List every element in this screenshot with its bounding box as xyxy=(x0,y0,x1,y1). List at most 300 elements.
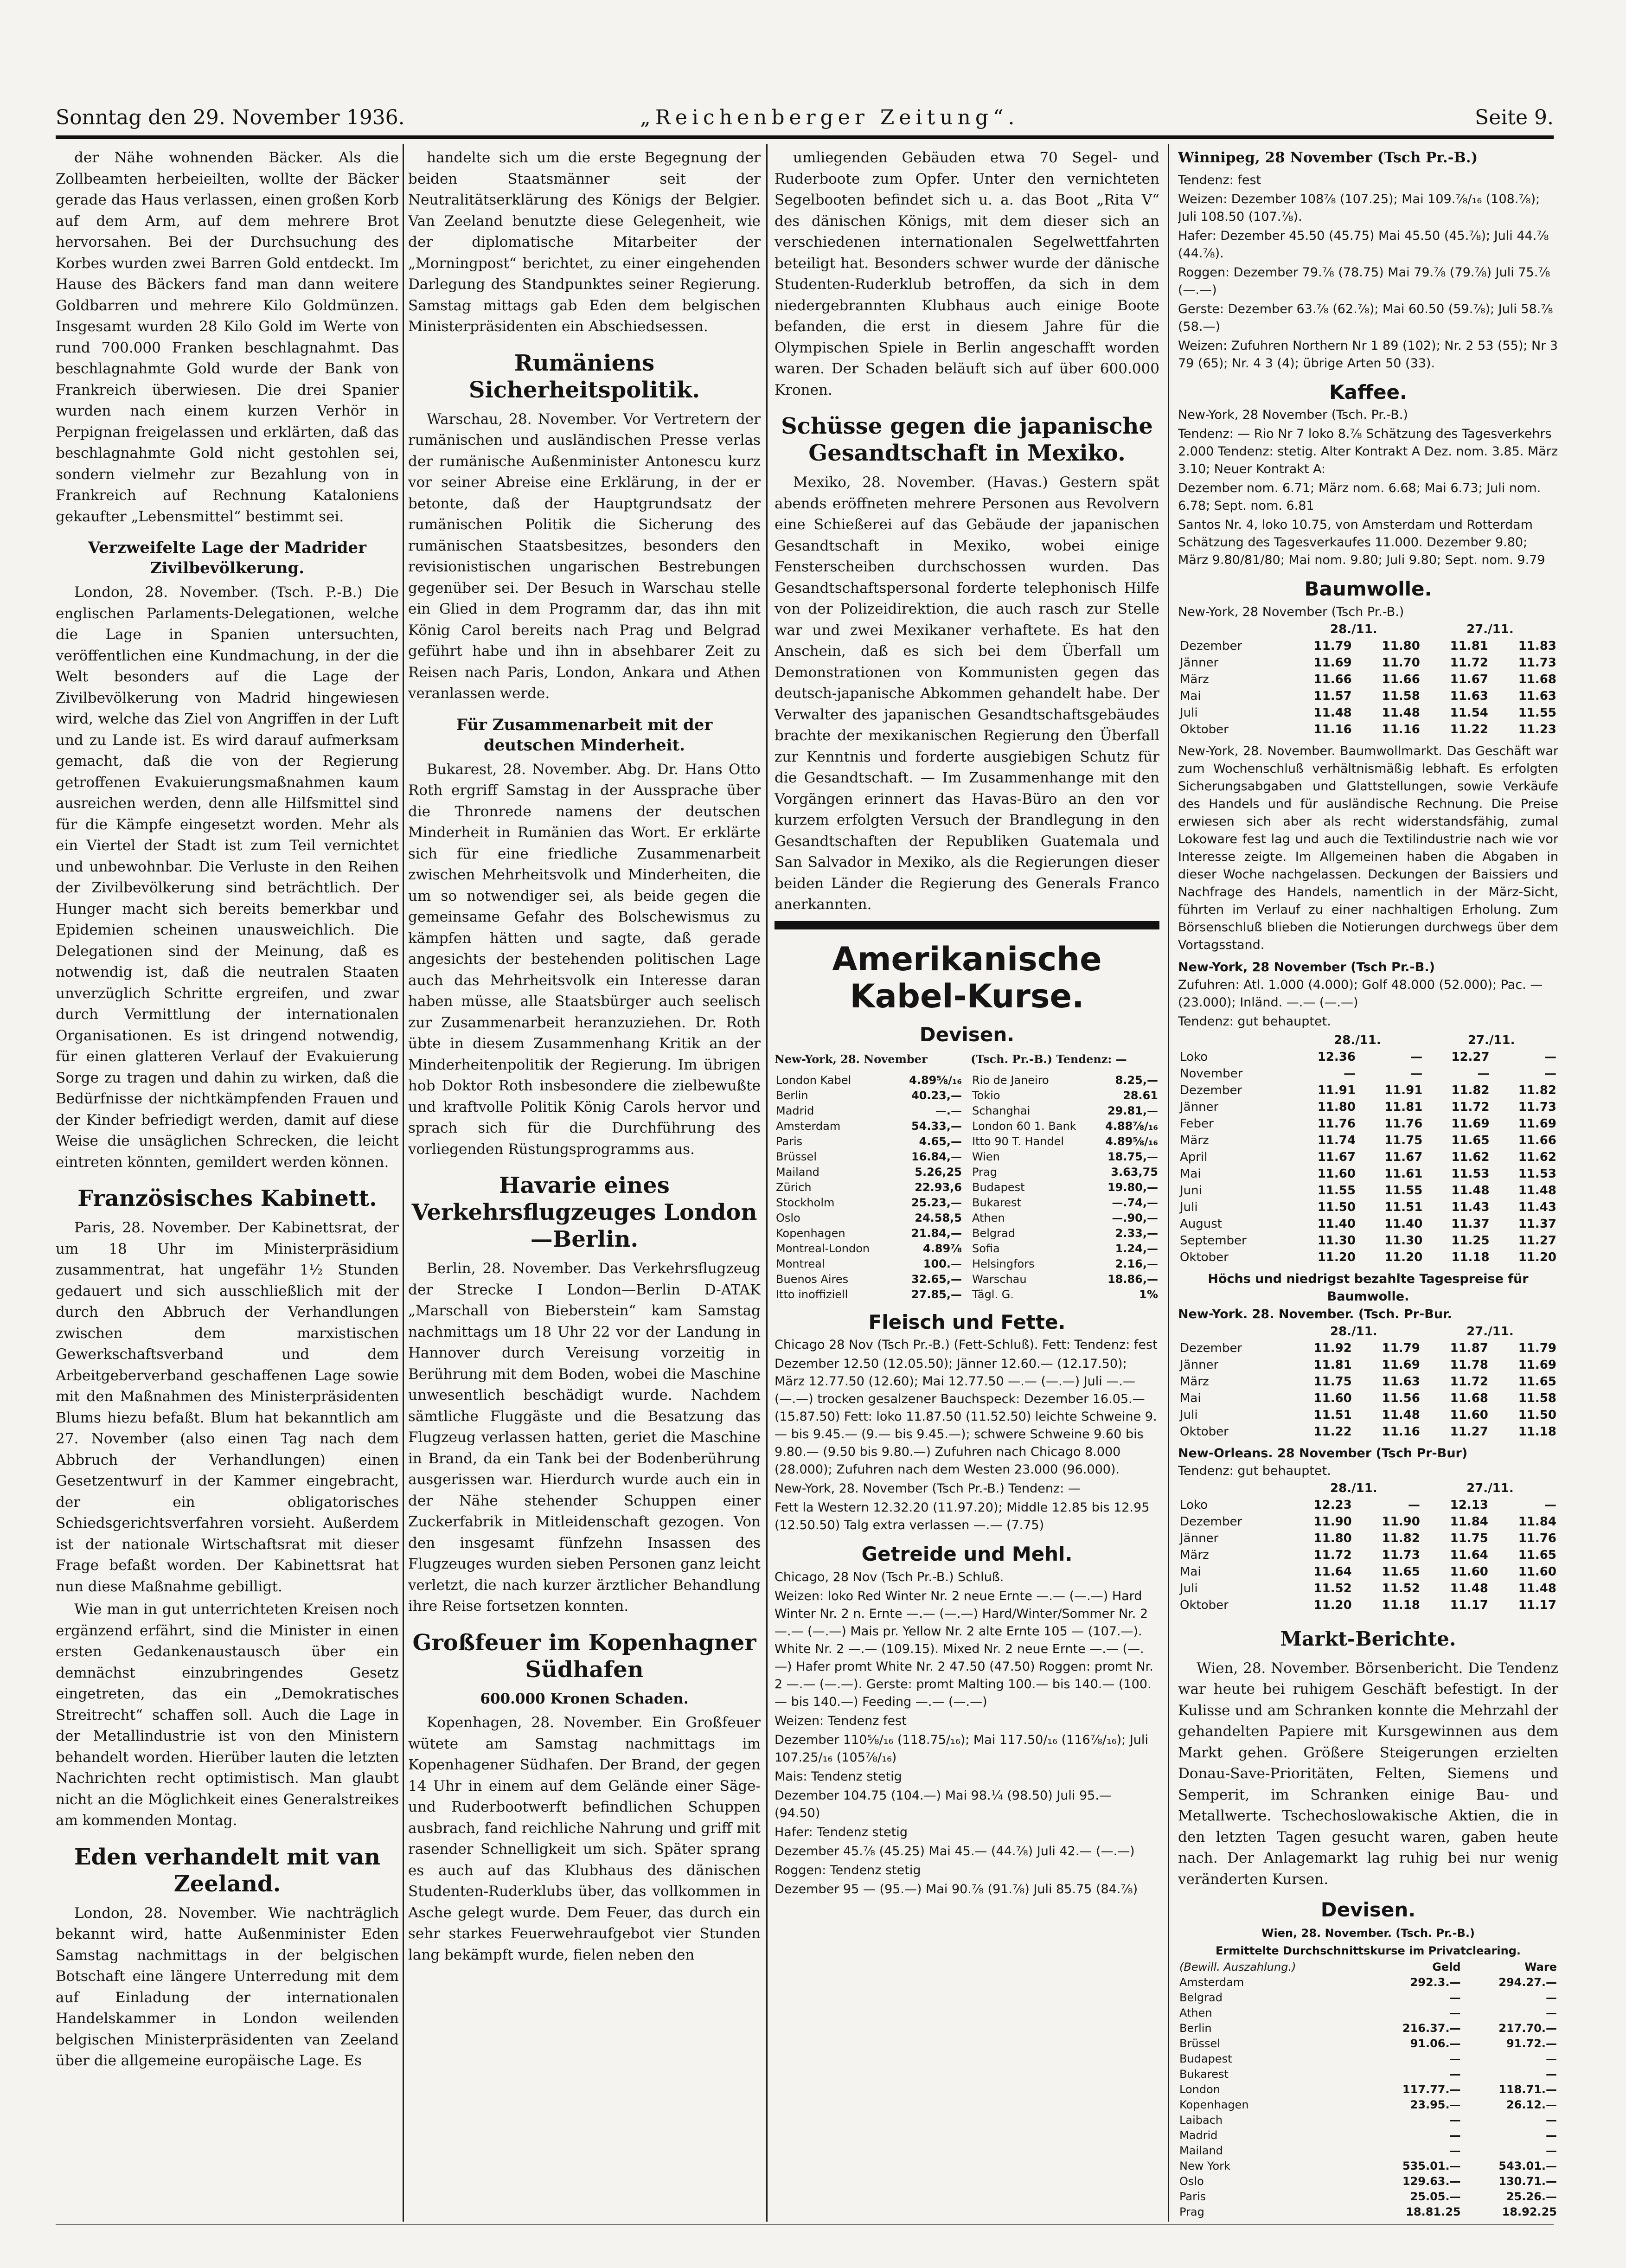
row-value: 11.56 xyxy=(1382,1391,1420,1405)
row-value: 11.75 xyxy=(1384,1133,1423,1147)
row-value: 11.69 xyxy=(1382,1358,1420,1372)
table-row xyxy=(971,1195,1159,1211)
row-value: 11.60 xyxy=(1518,1564,1556,1579)
table-row xyxy=(971,1211,1159,1226)
header-cell: (Bewill. Auszahlung.) xyxy=(1179,1960,1296,1973)
row-label: London 60 1. Bank xyxy=(972,1119,1076,1133)
row-label: Jänner xyxy=(1180,1531,1219,1545)
row-label: März xyxy=(1180,1133,1209,1147)
row-value: 11.18 xyxy=(1451,1250,1490,1264)
table-row xyxy=(1178,2128,1558,2143)
row-value: 11.80 xyxy=(1313,1531,1352,1545)
table-row xyxy=(775,1149,963,1165)
table-row xyxy=(1178,638,1558,654)
row-value: 19.80,— xyxy=(1107,1180,1158,1194)
row-value: 535.01.— xyxy=(1402,2159,1461,2172)
article-grossfeuer xyxy=(408,1712,761,1966)
date-header: 28./11. xyxy=(1334,1033,1381,1047)
row-value: 54.33,— xyxy=(911,1119,962,1133)
row-label: Itto inoffiziell xyxy=(776,1288,848,1301)
paragraph: Wie man in gut unterrichteten Kreisen noch ergänzend erfährt, sind die Minister in einen ersten Gedankenaustausch über ein demnächst einzubringendes Gesetz eingetreten, das ein „Demokratisches Streitrecht“ schaffen soll. Auch die Lage in der Metallindustrie ist von den Ministern behandelt worden. Hierüber lauten die letzten Nachrichten recht optimistisch. Man glaubt nicht an die Möglichkeit eines Generalstreikes am kommenden Montag. xyxy=(56,1601,399,1829)
row-value: 11.84 xyxy=(1518,1514,1556,1529)
row-value: 11.72 xyxy=(1451,1100,1490,1114)
row-value: 3.63,75 xyxy=(1111,1165,1158,1179)
column-divider xyxy=(766,144,768,2222)
row-value: 12.23 xyxy=(1313,1498,1352,1512)
section-rule xyxy=(775,921,1159,929)
table-row xyxy=(1178,2051,1558,2067)
row-value: 11.84 xyxy=(1450,1514,1488,1529)
table-row xyxy=(775,1180,963,1195)
table-row xyxy=(971,1103,1159,1119)
row-value: 11.65 xyxy=(1382,1564,1420,1579)
row-value: — xyxy=(1449,2113,1461,2127)
header-newspaper-title: „Reichenberger Zeitung“. xyxy=(640,106,1019,129)
row-value: 217.70.— xyxy=(1498,2021,1557,2035)
row-value: 11.81 xyxy=(1384,1100,1423,1114)
row-label: Stockholm xyxy=(776,1196,835,1209)
headline-rumaenien: Rumäniens Sicherheitspolitik. xyxy=(468,350,700,403)
row-value: 11.48 xyxy=(1518,1581,1556,1595)
row-value: 11.22 xyxy=(1313,1424,1352,1439)
market-kaffee xyxy=(1178,406,1558,569)
row-label: Zürich xyxy=(776,1180,812,1194)
devisen-table xyxy=(775,1049,1159,1302)
row-value: 11.63 xyxy=(1518,689,1556,703)
article-madrid xyxy=(56,582,399,1173)
row-label: Budapest xyxy=(972,1180,1025,1194)
row-label: Schanghai xyxy=(972,1104,1031,1117)
row-value: 11.78 xyxy=(1450,1358,1488,1372)
table-row xyxy=(1178,1232,1558,1249)
date-header: 28./11. xyxy=(1330,1324,1377,1339)
row-value: 11.51 xyxy=(1313,1408,1352,1422)
paragraph: umliegenden Gebäuden etwa 70 Segel- und Ruderboote zum Opfer. Unter den vernichteten Segelbooten befindet sich u. a. das Boot „Rita V“ des dänischen Königs, mit dem dieser sich an verschiedenen internationalen Segelwettfahrten beteiligt hat. Besonders schwer wurde der dänische Studenten-Ruderklub betroffen, da sich in dem niedergebrannten Klubhaus auch einige Boote befanden, die erst in diesem Jahre für die Olympischen Spiele in Berlin angeschafft worden waren. Der Schaden beläuft sich auf über 600.000 Kronen. xyxy=(775,149,1159,398)
article-gold-intro xyxy=(56,147,399,527)
devisen-right-table xyxy=(971,1073,1159,1302)
row-label: Feber xyxy=(1180,1116,1214,1131)
column-divider xyxy=(403,144,404,2222)
table-row xyxy=(1178,2097,1558,2113)
row-label: Belgrad xyxy=(972,1226,1015,1240)
paragraph: Dezember 45.⅞ (45.25) Mai 45.— (44.⅞) Juli 42.— (—.—) xyxy=(775,1844,1135,1858)
row-label: Oslo xyxy=(1179,2174,1204,2188)
row-value: — xyxy=(1546,1991,1557,2004)
row-value: 11.37 xyxy=(1518,1217,1556,1231)
column-2 xyxy=(408,147,761,2225)
paragraph: Zufuhren: Atl. 1.000 (4.000); Golf 48.000 (52.000); Pac. —(23.000); Inländ. —.— (—.—) xyxy=(1178,977,1543,1010)
table-row xyxy=(1178,2113,1558,2128)
headline-markt-berichte: Markt-Berichte. xyxy=(1280,1627,1456,1650)
row-value: 18.75,— xyxy=(1107,1150,1158,1163)
row-value: — xyxy=(1546,2052,1557,2065)
row-value: 11.25 xyxy=(1451,1233,1490,1248)
paragraph: London, 28. November. (Tsch. P.-B.) Die englischen Parlaments-Delegationen, welche die Lage in Spanien untersuchten, veröffentlichen eine Kundmachung, in der die Welt besonders auf die Lage der Zivilbevölkerung von Madrid hingewiesen wird, welche das Ziel von Angriffen in der Luft und zu Lande ist. Es wird darauf aufmerksam gemacht, daß die von der Regierung getroffenen Evakuierungsmaßnahmen kaum ausreichen werden, denn alle Hilfsmittel sind für die Kämpfe eingesetzt worden. Mehr als ein Viertel der Stadt ist zum Teil vernichtet und unbewohnbar. Die Verluste in den Reihen der Zivilbevölkerung sind beträchtlich. Der Hunger macht sich bereits bemerkbar und Epidemien scheinen unausweichlich. Die Delegationen sind der Meinung, daß es notwendig ist, daß die neutralen Staaten unverzüglich Schritte ergreifen, und zwar durch Vermittlung der internationalen Organisationen. Es ist dringend notwendig, für einen glatteren Verlauf der Evakuierung Sorge zu tragen und dahin zu wirken, daß die Bedürfnisse der nichtkämpfenden Frauen und der Kinder befriedigt werden, damit auf diese Weise die unsäglichen Schrecken, die leicht eintreten könnten, gemildert werden können. xyxy=(56,584,399,1171)
row-label: Paris xyxy=(776,1134,803,1148)
row-value: 11.53 xyxy=(1451,1166,1490,1181)
row-value: 11.76 xyxy=(1317,1116,1356,1131)
row-value: 40.23,— xyxy=(911,1089,962,1102)
row-value: — xyxy=(1449,1991,1461,2004)
row-label: Berlin xyxy=(1179,2021,1212,2035)
row-value: 11.60 xyxy=(1450,1408,1488,1422)
table-row xyxy=(971,1272,1159,1287)
table-row xyxy=(1178,1199,1558,1216)
paragraph: Dezember 95 — (95.—) Mai 90.⅞ (91.⅞) Juli 85.75 (84.⅞) xyxy=(775,1882,1138,1896)
headline-baumwolle: Baumwolle. xyxy=(1304,577,1432,600)
row-label: Mailand xyxy=(776,1165,819,1179)
table-row xyxy=(971,1119,1159,1134)
row-label: Dezember xyxy=(1180,639,1242,653)
row-label: Tokio xyxy=(972,1089,1000,1102)
row-value: 11.82 xyxy=(1518,1083,1556,1097)
row-label: Jänner xyxy=(1180,655,1219,670)
row-value: 11.66 xyxy=(1382,672,1420,686)
headline-kabinett: Französisches Kabinett. xyxy=(77,1185,377,1211)
table-row xyxy=(775,1195,963,1211)
paragraph: Dezember 12.50 (12.05.50); Jänner 12.60.— (12.17.50); März 12.77.50 (12.60); Mai 12.77.50 —.— (—.—) Juli —.— (—.—) trocken gesalzener Bauchspeck: Dezember 16.05.— (15.87.50) Fett: loko 11.87.50 (11.52.50) leichte Schweine 9.— bis 9.45.— (9.— bis 9.45.—); schwere Schweine 9.60 bis 9.80.— (9.50 bis 9.80.—) Zufuhren nach Chicago 8.000 (28.000); Zufuhren nach dem Westen 23.000 (96.000). xyxy=(775,1357,1157,1477)
market-getreide xyxy=(775,1569,1159,1898)
row-value: —.— xyxy=(935,1104,962,1117)
row-value: 11.80 xyxy=(1382,639,1420,653)
row-value: 11.83 xyxy=(1518,639,1556,653)
table-row xyxy=(1178,721,1558,738)
paragraph: Tendenz: gut behauptet. xyxy=(1178,1014,1331,1029)
row-value: 11.72 xyxy=(1313,1548,1352,1562)
column-1 xyxy=(56,147,399,2225)
baumwolle-bericht: New-York, 28. November. Baumwollmarkt. Das Geschäft war zum Wochenschluß verhältnismäßig lebhaft. Es erfolgten Sicherungsabgaben und Glattstellungen, sowie Verkäufe des Handels und für ausländische Rechnung. Die Preise erwiesen sich aber als recht widerstandsfähig, zumal Lokoware fest lag und auch die Textilindustrie nach wie vor Interesse zeigte. Im Allgemeinen haben die Abgaben in dieser Woche nachgelassen. Deckungen der Baissiers und Nachfrage des Handels, namentlich in der März-Sicht, führten im Verlauf zu einer nachhaltigen Erholung. Zum Börsenschluß blieben die Notierungen durchwegs über dem Vortagsstand. xyxy=(1178,743,1558,952)
paragraph: London, 28. November. Wie nachträglich bekannt wird, hatte Außenminister Eden Samstag nachmittags in der belgischen Botschaft eine längere Unterredung mit dem auf Einladung der internationalen Handelskammer in London weilenden belgischen Ministerpräsidenten van Zeeland über die allgemeine europäische Lage. Es xyxy=(56,1904,399,2069)
paragraph: New-York, 28. November (Tsch Pr.-B.) Tendenz: — xyxy=(775,1481,1081,1496)
row-value: 11.67 xyxy=(1317,1150,1356,1164)
row-label: Athen xyxy=(1179,2006,1212,2019)
row-value: 26.12.— xyxy=(1506,2098,1557,2111)
row-value: — xyxy=(1544,1050,1556,1064)
table-row xyxy=(1178,1390,1558,1407)
table-row xyxy=(971,1241,1159,1256)
row-value: 11.18 xyxy=(1382,1598,1420,1612)
row-label: Amsterdam xyxy=(776,1119,841,1133)
header-cell xyxy=(1178,1323,1286,1340)
row-value: 11.63 xyxy=(1450,689,1488,703)
table-row xyxy=(1178,1580,1558,1597)
row-label: Buenos Aires xyxy=(776,1272,849,1286)
row-label: Mai xyxy=(1180,1391,1201,1405)
row-value: 11.92 xyxy=(1313,1341,1352,1355)
row-value: 11.20 xyxy=(1518,1250,1556,1264)
row-value: 23.95.— xyxy=(1410,2098,1461,2111)
table-row xyxy=(775,1119,963,1134)
table-row xyxy=(1178,2143,1558,2159)
row-label: Madrid xyxy=(776,1104,814,1117)
row-value: — xyxy=(1546,2006,1557,2019)
headline-kabel-kurse: Amerikanische Kabel-Kurse. xyxy=(832,940,1102,1015)
row-value: 12.13 xyxy=(1450,1498,1488,1512)
row-value: 11.69 xyxy=(1313,655,1352,670)
table-row xyxy=(1178,1497,1558,1513)
row-label: Amsterdam xyxy=(1179,1975,1244,1989)
row-label: Oktober xyxy=(1180,722,1229,737)
row-label: Berlin xyxy=(776,1089,808,1102)
row-value: 11.73 xyxy=(1518,655,1556,670)
date-header: 27./11. xyxy=(1466,622,1514,636)
table-row xyxy=(775,1103,963,1119)
row-value: 11.65 xyxy=(1518,1548,1556,1562)
row-value: 11.72 xyxy=(1450,655,1488,670)
paragraph: Weizen: loko Red Winter Nr. 2 neue Ernte —.— (—.—) Hard Winter Nr. 2 n. Ernte —.— (—.—) Hard/Winter/Sommer Nr. 2 —.— (—.—) Mais pr. Yellow Nr. 2 alte Ernte 105 — (107.—). White Nr. 2 —.— (109.15). Mixed Nr. 2 neue Ernte —.— (—.—) Hafer promt White Nr. 2 47.50 (47.50) Roggen: promt Nr. 2 —.— (—.—). Gerste: promt Malting 100.— bis 140.— (100.— bis 140.—) Feeding —.— (—.—) xyxy=(775,1589,1153,1709)
header-cell xyxy=(1178,621,1286,638)
row-value: 11.90 xyxy=(1313,1514,1352,1529)
row-value: 543.01.— xyxy=(1498,2159,1557,2172)
row-value: 4.89⅝/₁₆ xyxy=(909,1073,962,1087)
table-row xyxy=(1178,688,1558,705)
row-label: Loko xyxy=(1180,1498,1208,1512)
row-value: 18.81.25 xyxy=(1406,2205,1461,2218)
row-label: Budapest xyxy=(1179,2052,1232,2065)
table-header-row xyxy=(1178,1323,1558,1340)
row-value: 292.3.— xyxy=(1410,1975,1461,1989)
row-value: 25.23,— xyxy=(911,1196,962,1209)
paragraph: Gerste: Dezember 63.⅞ (62.⅞); Mai 60.50 (59.⅞); Juli 58.⅞ (58.—) xyxy=(1178,301,1553,334)
table-row xyxy=(775,1272,963,1287)
table-row xyxy=(1178,1166,1558,1182)
row-value: 11.61 xyxy=(1384,1166,1423,1181)
row-value: 11.66 xyxy=(1518,1133,1556,1147)
headline-madrid: Verzweifelte Lage der Madrider Zivilbevölkerung. xyxy=(88,538,367,577)
article-zusammenarbeit xyxy=(408,759,761,1160)
table-row xyxy=(775,1226,963,1241)
row-label: Mai xyxy=(1180,1564,1201,1579)
row-value: 11.79 xyxy=(1313,639,1352,653)
paragraph: der Nähe wohnenden Bäcker. Als die Zollbeamten herbeieilten, wollte der Bäcker gerade das Haus verlassen, einen großen Korb auf dem Arm, auf dem mehrere Brot hervorsahen. Bei der Durchsuchung des Korbes wurden zwei Barren Gold entdeckt. Im Hause des Bäckers fand man dann weitere Goldbarren und mehrere Kilo Goldmünzen. Insgesamt wurden 28 Kilo Gold im Werte von rund 700.000 Franken beschlagnahmt. Das beschlagnahmte Gold wurde der Bank von Frankreich überwiesen. Die drei Spanier wurden nach einem kurzen Verhör in Perpignan freigelassen und erklärten, daß das beschlagnahmte Gold nicht gestohlen sei, sondern vielmehr zur Bezahlung von in Frankreich auf Rechnung Kataloniens gekaufter „Lebensmittel“ bestimmt sei. xyxy=(56,149,399,525)
row-label: New York xyxy=(1179,2159,1230,2172)
devisen-right-header: (Tsch. Pr.-B.) Tendenz: — xyxy=(971,1052,1127,1066)
header-page-number: Seite 9. xyxy=(1475,106,1554,129)
row-label: Juli xyxy=(1180,1408,1198,1422)
row-value: 11.74 xyxy=(1317,1133,1356,1147)
header-cell: Ware xyxy=(1524,1960,1557,1973)
row-label: Bukarest xyxy=(1179,2067,1229,2081)
row-value: — xyxy=(1477,1066,1490,1081)
row-value: 12.36 xyxy=(1317,1050,1356,1064)
row-label: März xyxy=(1180,1374,1209,1389)
table-row xyxy=(971,1088,1159,1103)
paragraph: Roggen: Dezember 79.⅞ (78.75) Mai 79.⅞ (79.⅞) Juli 75.⅞ (—.—) xyxy=(1178,265,1550,297)
table-row xyxy=(1178,1115,1558,1132)
row-value: 11.65 xyxy=(1518,1374,1556,1389)
row-label: September xyxy=(1180,1233,1247,1248)
paragraph: Tendenz: — Rio Nr 7 loko 8.⅞ Schätzung des Tagesverkehrs 2.000 Tendenz: stetig. Alter Kontrakt A Dez. nom. 3.85. März 3.10; Neuer Kontrakt A: xyxy=(1178,427,1558,476)
table-row xyxy=(1178,671,1558,688)
table-row xyxy=(775,1073,963,1088)
row-value: 11.65 xyxy=(1451,1133,1490,1147)
row-value: 18.92.25 xyxy=(1502,2205,1557,2218)
row-label: Prag xyxy=(972,1165,997,1179)
row-value: 11.69 xyxy=(1518,1116,1556,1131)
row-value: 11.20 xyxy=(1313,1598,1352,1612)
table-row xyxy=(1178,1182,1558,1199)
row-value: 129.63.— xyxy=(1402,2174,1461,2188)
row-value: 11.75 xyxy=(1450,1531,1488,1545)
table-row xyxy=(1178,1530,1558,1547)
row-value: 11.68 xyxy=(1518,672,1556,686)
row-value: 11.79 xyxy=(1518,1341,1556,1355)
row-value: 11.23 xyxy=(1518,722,1556,737)
article-kabinett xyxy=(56,1217,399,1832)
row-value: 11.16 xyxy=(1313,722,1352,737)
row-value: — xyxy=(1449,2052,1461,2065)
table-row xyxy=(1178,705,1558,721)
row-label: November xyxy=(1180,1066,1243,1081)
row-value: 11.79 xyxy=(1382,1341,1420,1355)
row-label: Laibach xyxy=(1179,2113,1223,2127)
table-row xyxy=(971,1149,1159,1165)
row-label: Dezember xyxy=(1180,1083,1242,1097)
row-value: 4.89⅞ xyxy=(922,1242,962,1255)
paragraph: Bukarest, 28. November. Abg. Dr. Hans Otto Roth ergriff Samstag in der Aussprache über die Thronrede namens der deutschen Minderheit in Rumänien das Wort. Er erklärte sich für eine friedliche Zusammenarbeit zwischen Mehrheitsvolk und Minderheiten, die um so notwendiger sei, als beide gegen die gemeinsame Gefahr des Bolschewismus zu kämpfen hätten und sagte, daß gerade angesichts der bestehenden politischen Lage auch das Mehrheitsvolk ein Interesse daran haben müsse, alle Staatsbürger auch seelisch zur Zusammenarbeit heranzuziehen. Dr. Roth übte in diesem Zusammenhang Kritik an der Minderheitenpolitik der Regierung. Im übrigen hob Doktor Roth insbesondere die zielbewußte und kraftvolle Politik König Carols hervor und sprach sich für die Durchführung des vorliegenden Rüstungsprogramms aus. xyxy=(408,761,761,1158)
row-value: 11.22 xyxy=(1450,722,1488,737)
headline-zusammenarbeit: Für Zusammenarbeit mit der deutschen Minderheit. xyxy=(456,715,713,755)
header-cell: Geld xyxy=(1432,1960,1461,1973)
row-value: 11.16 xyxy=(1382,722,1420,737)
row-value: 11.53 xyxy=(1518,1166,1556,1181)
row-value: 4.65,— xyxy=(919,1134,962,1148)
row-value: 11.91 xyxy=(1384,1083,1423,1097)
table-row xyxy=(1178,1049,1558,1065)
row-value: 4.89⅝/₁₆ xyxy=(1105,1134,1158,1148)
paragraph: Mais: Tendenz stetig xyxy=(775,1769,902,1784)
row-value: 11.20 xyxy=(1384,1250,1423,1264)
date-header: 27./11. xyxy=(1466,1481,1514,1495)
table-row xyxy=(1178,1975,1558,1990)
row-label: Helsingfors xyxy=(972,1257,1035,1270)
row-value: 11.64 xyxy=(1450,1548,1488,1562)
bw4-title: New-Orleans. 28 November (Tsch Pr-Bur) xyxy=(1178,1446,1468,1461)
table-row xyxy=(1178,1407,1558,1423)
table-row xyxy=(775,1241,963,1256)
table-row xyxy=(775,1287,963,1302)
row-value: 11.90 xyxy=(1382,1514,1420,1529)
row-label: Paris xyxy=(1179,2190,1206,2203)
row-label: Oktober xyxy=(1180,1598,1229,1612)
table-row xyxy=(971,1287,1159,1302)
devisen-left-table xyxy=(775,1073,963,1302)
row-value: 11.76 xyxy=(1384,1116,1423,1131)
column-4 xyxy=(1178,147,1558,2225)
row-value: 91.06.— xyxy=(1410,2037,1461,2050)
baumwolle-table-4 xyxy=(1178,1480,1558,1614)
row-value: 11.43 xyxy=(1518,1200,1556,1214)
article-rumaenien xyxy=(408,409,761,705)
row-value: 27.85,— xyxy=(911,1288,962,1301)
table-row xyxy=(1178,2021,1558,2036)
row-value: 21.84,— xyxy=(911,1226,962,1240)
row-label: März xyxy=(1180,672,1209,686)
row-value: — xyxy=(1546,2128,1557,2142)
row-value: 11.57 xyxy=(1313,689,1352,703)
headline-getreide: Getreide und Mehl. xyxy=(861,1543,1073,1565)
row-value: — xyxy=(1546,2067,1557,2081)
row-value: — xyxy=(1449,2006,1461,2019)
row-value: — xyxy=(1449,2144,1461,2157)
row-label: Athen xyxy=(972,1211,1005,1224)
table-row xyxy=(1178,1132,1558,1149)
bw2-info xyxy=(1178,976,1558,1031)
headline-mexiko: Schüsse gegen die japanische Gesandtschaft in Mexiko. xyxy=(781,413,1153,466)
table-row xyxy=(1178,1065,1558,1082)
row-value: 11.54 xyxy=(1450,705,1488,720)
row-value: 8.25,— xyxy=(1115,1073,1158,1087)
paragraph: handelte sich um die erste Begegnung der beiden Staatsmänner seit der Neutralitätserklärung des Königs der Belgier. Van Zeeland benutzte diese Gelegenheit, wie der diplomatische Mitarbeiter der „Morningpost“ berichtet, zu einer eingehenden Darlegung des Standpunktes seiner Regierung. Samstag mittags gab Eden dem belgischen Ministerpräsidenten ein Abschiedsessen. xyxy=(408,149,761,335)
row-label: April xyxy=(1180,1150,1208,1164)
header-cell xyxy=(1178,1032,1291,1049)
column-3 xyxy=(775,147,1159,2225)
row-value: 11.81 xyxy=(1313,1358,1352,1372)
row-value: 1% xyxy=(1139,1288,1158,1301)
table-header-row xyxy=(1178,1960,1558,1975)
paragraph: Kopenhagen, 28. November. Ein Großfeuer wütete am Samstag nachmittags im Kopenhagener Südhafen. Der Brand, der gegen 14 Uhr in einem auf dem Gelände einer Säge- und Ruderbootwerft befindlichen Schuppen ausbrach, fand reichliche Nahrung und griff mit rasender Schnelligkeit um sich. Später sprang es auch auf das Klubhaus des dänischen Studenten-Ruderklubs über, das vollkommen in Asche gelegt wurde. Dem Feuer, das durch ein sehr starkes Feuerwehraufgebot vier Stunden lang bekämpft wurde, fielen neben den xyxy=(408,1714,761,1963)
row-value: 11.58 xyxy=(1518,1391,1556,1405)
row-value: 5.26,25 xyxy=(915,1165,962,1179)
row-label: London Kabel xyxy=(776,1073,851,1087)
table-row xyxy=(1178,1547,1558,1563)
row-label: Dezember xyxy=(1180,1341,1242,1355)
headline-grossfeuer: Großfeuer im Kopenhagner Südhafen xyxy=(412,1629,756,1683)
header-rule xyxy=(56,135,1554,139)
table-row xyxy=(1178,1340,1558,1357)
row-value: 11.43 xyxy=(1451,1200,1490,1214)
row-value: — xyxy=(1449,2128,1461,2142)
headline-fleisch-fette: Fleisch und Fette. xyxy=(868,1310,1066,1333)
row-label: Oktober xyxy=(1180,1424,1229,1439)
row-label: August xyxy=(1180,1217,1222,1231)
paragraph: Weizen: Tendenz fest xyxy=(775,1713,907,1728)
header-cell xyxy=(1178,1480,1286,1497)
column-divider xyxy=(1168,144,1169,2222)
table-row xyxy=(1178,654,1558,671)
row-value: — xyxy=(1410,1050,1423,1064)
page-bottom-rule xyxy=(56,2224,1554,2225)
paragraph: Paris, 28. November. Der Kabinettsrat, der um 18 Uhr im Ministerpräsidium zusammentrat, hat ungefähr 1½ Stunden gedauert und sich ausschließlich mit der durch den Abbruch der Verhandlungen zwischen dem marxistischen Gewerkschaftsverband und dem Arbeitgeberverband geschaffenen Lage sowie mit den Maßnahmen des Ministerpräsidenten Blums hiezu befaßt. Blum hat bekanntlich am 27. November (also einen Tag nach dem Abbruch der Verhandlungen) einen Gesetzentwurf in der Kammer eingebracht, der ein obligatorisches Schiedsgerichtsverfahren vorsieht. Außerdem ist der nationale Wirtschaftsrat mit dieser Frage befaßt worden. Der Kabinettsrat hat nun diese Maßnahme gebilligt. xyxy=(56,1219,399,1595)
row-value: 11.68 xyxy=(1450,1391,1488,1405)
table-header-row xyxy=(1178,1480,1558,1497)
row-value: 11.66 xyxy=(1313,672,1352,686)
table-row xyxy=(971,1165,1159,1180)
row-label: Jänner xyxy=(1180,1358,1219,1372)
paragraph: Weizen: Dezember 108⅞ (107.25); Mai 109.⅞/₁₆ (108.⅞); Juli 108.50 (107.⅞). xyxy=(1178,192,1540,224)
headline-eden: Eden verhandelt mit van Zeeland. xyxy=(74,1844,380,1897)
row-value: 25.26.— xyxy=(1506,2190,1557,2203)
row-value: 11.67 xyxy=(1450,672,1488,686)
row-value: 1.24,— xyxy=(1115,1242,1158,1255)
row-label: Bukarest xyxy=(972,1196,1021,1209)
row-value: 11.82 xyxy=(1451,1083,1490,1097)
row-value: 11.69 xyxy=(1518,1358,1556,1372)
row-value: 11.17 xyxy=(1450,1598,1488,1612)
row-value: 11.87 xyxy=(1450,1341,1488,1355)
row-label: März xyxy=(1180,1548,1209,1562)
row-value: 11.16 xyxy=(1382,1424,1420,1439)
headline-devisen-wien: Devisen. xyxy=(1320,1898,1416,1921)
row-value: 24.58,5 xyxy=(915,1211,962,1224)
table-row xyxy=(1178,1373,1558,1390)
row-value: 16.84,— xyxy=(911,1150,962,1163)
row-value: 25.05.— xyxy=(1410,2190,1461,2203)
table-header-row xyxy=(1178,621,1558,638)
row-value: — xyxy=(1408,1498,1420,1512)
paragraph: Weizen: Zufuhren Northern Nr 1 89 (102); Nr. 2 53 (55); Nr 3 79 (65); Nr. 4 3 (4); übrige Arten 50 (33). xyxy=(1178,338,1558,371)
row-value: 11.27 xyxy=(1518,1233,1556,1248)
